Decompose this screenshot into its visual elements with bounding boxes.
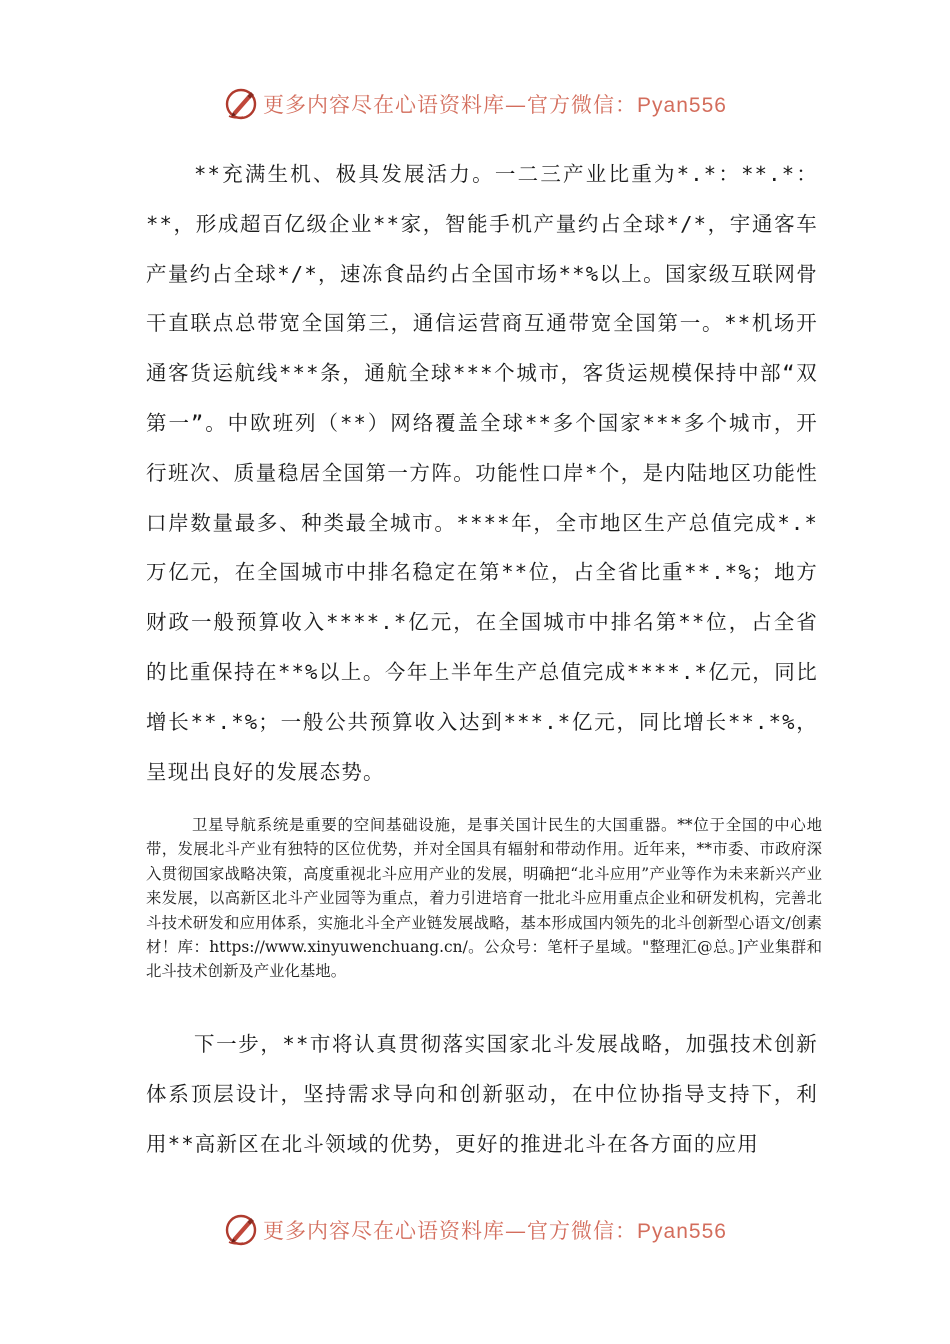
- banner-text: [263, 89, 727, 119]
- pen-circle-logo-icon: [223, 1212, 259, 1248]
- paragraph-beidou: 卫星导航系统是重要的空间基础设施，是事关国计民生的大国重器。**位于全国的中心地带，发展北斗产业有独特的区位优势，并对全国具有辐射和带动作用。近年来，**市委、市政府深入贯彻国家战略决策，高度重视北斗应用产业的发展，明确把“北斗应用”产业等作为未来新兴产业来发展，以高新区北斗产业园等为重点，着力引进培育一批北斗应用重点企业和研发机构，完善北斗技术研发和应用体系，实施北斗全产业链发展战略，基本形成国内领先的北斗创新型心语文/创素材！库：https://www.xinyuwenchuang.cn/。公众号：笔杆子星域。"整理汇@总。]产业集群和北斗技术创新及产业化基地。: [146, 816, 822, 981]
- wechat-id: Pyan556: [637, 1220, 727, 1243]
- banner-label: 更多内容尽在心语资料库—官方微信：: [263, 1219, 638, 1243]
- footer-banner[interactable]: [0, 1210, 950, 1250]
- pen-circle-logo-icon: [223, 86, 259, 122]
- paragraph-next-step: 下一步，**市将认真贯彻落实国家北斗发展战略，加强技术创新体系顶层设计，坚持需求导向和创新驱动，在中位协指导支持下，利用**高新区在北斗领域的优势，更好的推进北斗在各方面的应用: [146, 1032, 818, 1156]
- header-banner[interactable]: [0, 84, 950, 124]
- wechat-id: Pyan556: [637, 94, 727, 117]
- banner-text: [263, 1215, 727, 1245]
- banner-label: 更多内容尽在心语资料库—官方微信：: [263, 93, 638, 117]
- paragraph-economy: **充满生机、极具发展活力。一二三产业比重为*.*：**.*：**，形成超百亿级企业**家，智能手机产量约占全球*/*，宇通客车产量约占全球*/*，速冻食品约占全国市场**%以上。国家级互联网骨干直联点总带宽全国第三，通信运营商互通带宽全国第一。**机场开通客货运航线***条，通航全球***个城市，客货运规模保持中部“双第一”。中欧班列（**）网络覆盖全球**多个国家***多个城市，开行班次、质量稳居全国第一方阵。功能性口岸*个，是内陆地区功能性口岸数量最多、种类最全城市。****年，全市地区生产总值完成*.*万亿元，在全国城市中排名稳定在第**位，占全省比重**.*%；地方财政一般预算收入****.*亿元，在全国城市中排名第**位，占全省的比重保持在**%以上。今年上半年生产总值完成****.*亿元，同比增长**.*%；一般公共预算收入达到***.*亿元，同比增长**.*%，呈现出良好的发展态势。: [146, 162, 818, 784]
